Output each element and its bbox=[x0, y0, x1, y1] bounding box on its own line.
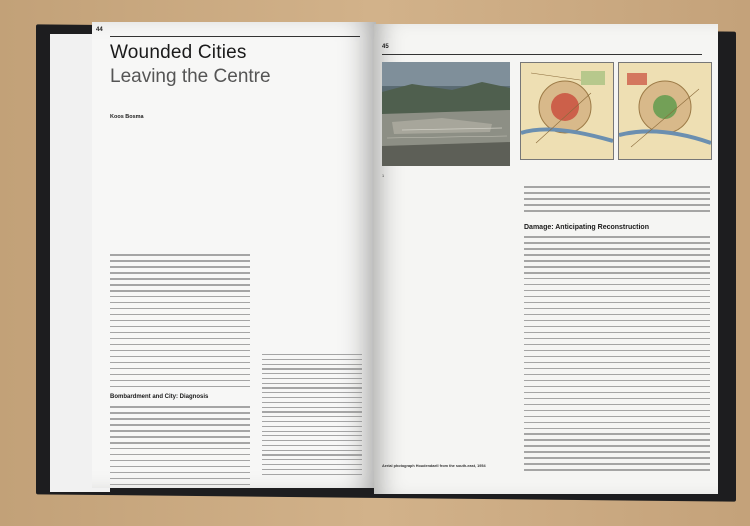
map-art-right bbox=[619, 63, 711, 159]
damage-text-block bbox=[524, 236, 710, 475]
chapter-title: Wounded Cities bbox=[110, 42, 247, 63]
aerial-photograph bbox=[382, 62, 510, 166]
chapter-subtitle: Leaving the Centre bbox=[110, 66, 271, 87]
right-page bbox=[374, 24, 718, 494]
left-page-number: 44 bbox=[96, 27, 103, 33]
right-page-number: 45 bbox=[382, 44, 389, 50]
header-rule bbox=[382, 54, 702, 55]
right-top-text-block bbox=[524, 186, 710, 216]
historic-map-left bbox=[520, 62, 614, 160]
intro-text-block bbox=[110, 254, 250, 392]
left-page bbox=[92, 22, 376, 488]
historic-map-right bbox=[618, 62, 712, 160]
section-heading-damage: Damage: Anticipating Reconstruction bbox=[524, 224, 649, 231]
title-rule bbox=[110, 36, 360, 37]
footnotes-block bbox=[262, 354, 362, 478]
figure-number: 1 bbox=[382, 174, 385, 178]
figure-caption: Aerial photograph Houdendaell from the south-east, 1954 bbox=[382, 464, 486, 468]
diagnosis-text-block bbox=[110, 406, 250, 488]
map-art-left bbox=[521, 63, 613, 159]
author-name: Koos Bosma bbox=[110, 114, 144, 120]
aerial-photo-art bbox=[382, 62, 510, 166]
section-heading-diagnosis: Bombardment and City: Diagnosis bbox=[110, 394, 209, 400]
